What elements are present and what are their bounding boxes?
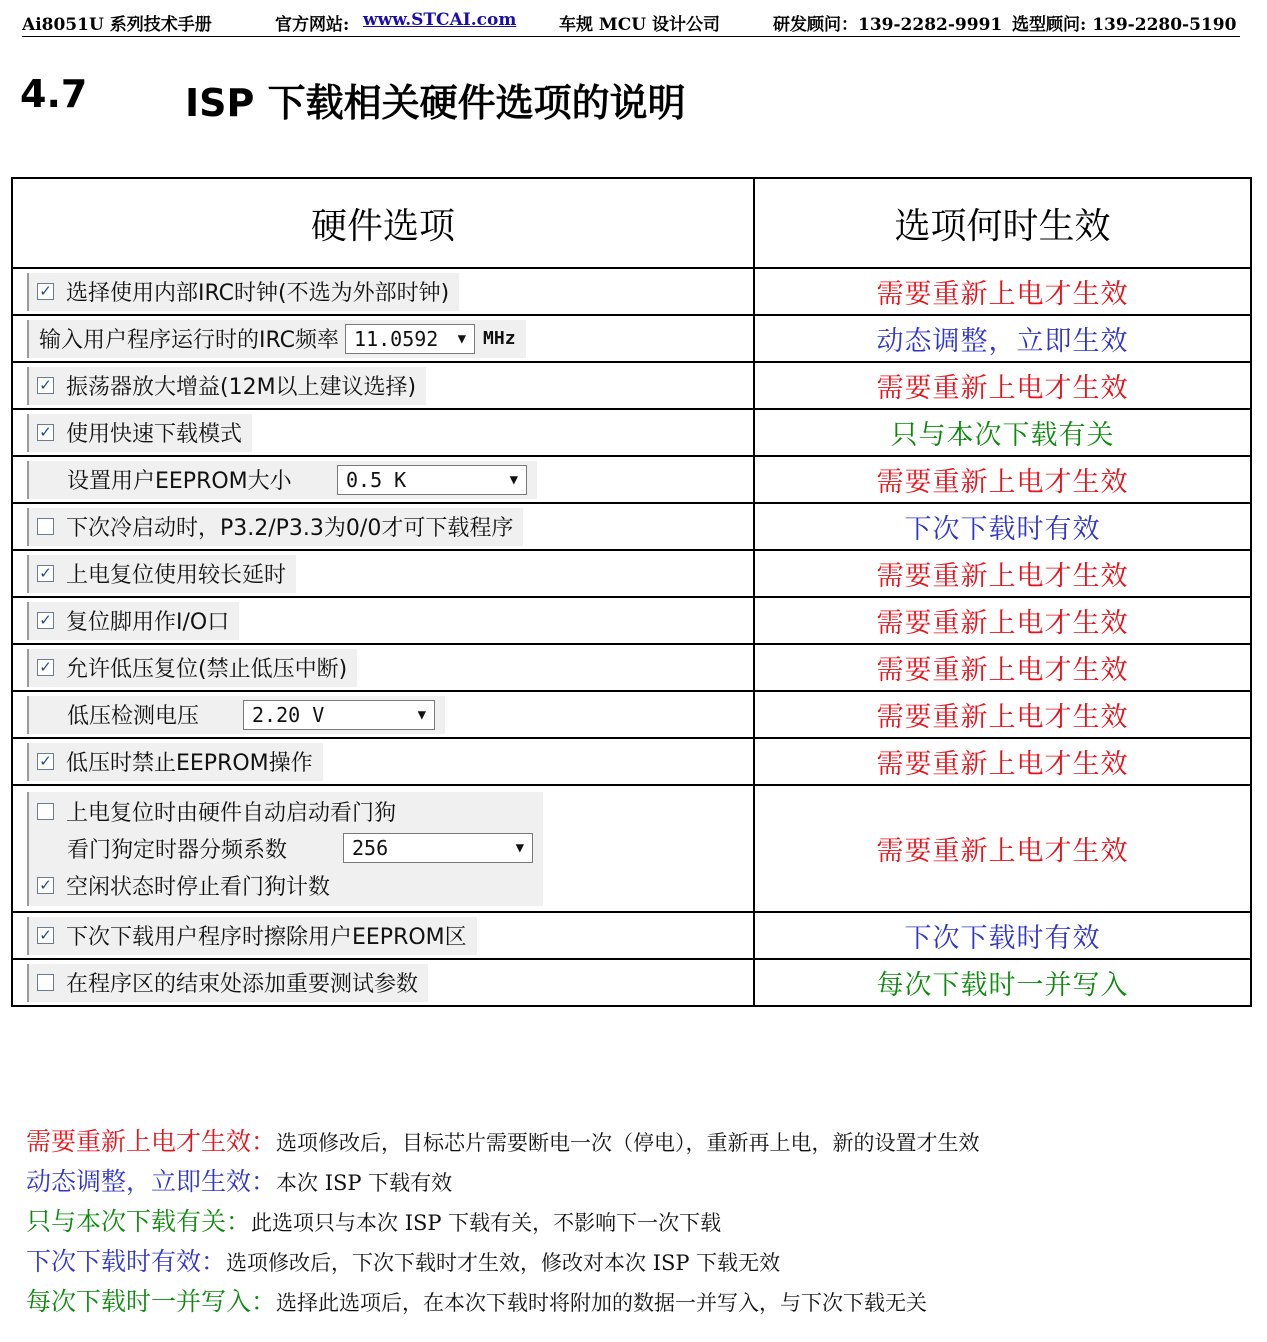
option-label: 设置用户EEPROM大小 xyxy=(67,469,292,494)
selection-consultant: 选型顾问: 139-2280-5190 xyxy=(1012,15,1237,35)
table-row xyxy=(12,550,1251,597)
checkbox[interactable] xyxy=(37,803,54,820)
table-row xyxy=(12,503,1251,550)
checkbox[interactable]: ✓ xyxy=(37,424,54,441)
table-row xyxy=(12,959,1251,1006)
option-label: 上电复位时由硬件自动启动看门狗 xyxy=(66,801,397,827)
legend-key: 下次下载时有效： xyxy=(26,1247,227,1276)
option-label: 输入用户程序运行时的IRC频率 xyxy=(39,328,340,353)
checkbox[interactable]: ✓ xyxy=(37,377,54,394)
section-title: ISP 下载相关硬件选项的说明 xyxy=(185,81,686,125)
checkbox[interactable] xyxy=(37,974,54,991)
chevron-down-icon: ▼ xyxy=(515,840,524,857)
effect-text: 需要重新上电才生效 xyxy=(754,691,1251,738)
legend-item xyxy=(26,1162,452,1198)
legend-desc: 本次 ISP 下载有效 xyxy=(276,1171,453,1195)
checkbox[interactable]: ✓ xyxy=(37,877,54,894)
checkbox[interactable] xyxy=(37,518,54,535)
legend-item xyxy=(26,1122,980,1158)
website-link[interactable]: www.STCAI.com xyxy=(363,10,517,30)
checkbox[interactable]: ✓ xyxy=(37,283,54,300)
option-label: 在程序区的结束处添加重要测试参数 xyxy=(66,972,419,997)
effect-text: 动态调整，立即生效 xyxy=(754,315,1251,362)
lvd-voltage-combo[interactable] xyxy=(243,700,435,730)
legend-item xyxy=(26,1242,780,1278)
checkbox[interactable]: ✓ xyxy=(37,753,54,770)
legend-desc: 选项修改后，下次下载时才生效，修改对本次 ISP 下载无效 xyxy=(226,1251,781,1275)
company-text: 车规 MCU 设计公司 xyxy=(559,15,721,35)
table-row xyxy=(12,597,1251,644)
hardware-options-table xyxy=(11,177,1252,1007)
table-row xyxy=(12,409,1251,456)
effect-text: 需要重新上电才生效 xyxy=(754,738,1251,785)
combo-value: 2.20 V xyxy=(252,702,325,727)
chevron-down-icon: ▼ xyxy=(417,706,426,723)
effect-text: 需要重新上电才生效 xyxy=(754,362,1251,409)
option-label: 振荡器放大增益(12M以上建议选择) xyxy=(66,375,417,400)
watchdog-prescaler-combo[interactable] xyxy=(343,833,533,863)
effect-text: 需要重新上电才生效 xyxy=(754,550,1251,597)
table-row xyxy=(12,644,1251,691)
legend-desc: 选项修改后，目标芯片需要断电一次（停电），重新再上电，新的设置才生效 xyxy=(276,1131,980,1155)
effect-text: 需要重新上电才生效 xyxy=(754,268,1251,315)
checkbox[interactable]: ✓ xyxy=(37,612,54,629)
chevron-down-icon: ▼ xyxy=(509,471,518,488)
legend-item xyxy=(26,1282,927,1318)
chevron-down-icon: ▼ xyxy=(457,330,467,347)
eeprom-size-combo[interactable] xyxy=(337,465,527,495)
checkbox[interactable]: ✓ xyxy=(37,927,54,944)
irc-frequency-combo[interactable] xyxy=(345,324,475,354)
legend-desc: 此选项只与本次 ISP 下载有关，不影响下一次下载 xyxy=(251,1211,722,1235)
page-header xyxy=(22,8,1240,37)
legend-key: 动态调整，立即生效： xyxy=(26,1167,277,1196)
option-label: 下次下载用户程序时擦除用户EEPROM区 xyxy=(66,925,467,950)
table-row xyxy=(12,362,1251,409)
combo-value: 0.5 K xyxy=(346,467,407,492)
table-row xyxy=(12,738,1251,785)
table-row xyxy=(12,691,1251,738)
legend-key: 每次下载时一并写入： xyxy=(26,1287,277,1316)
table-row xyxy=(12,268,1251,315)
effect-text: 需要重新上电才生效 xyxy=(754,597,1251,644)
option-label: 选择使用内部IRC时钟(不选为外部时钟) xyxy=(66,281,450,306)
table-row xyxy=(12,456,1251,503)
effect-text: 需要重新上电才生效 xyxy=(754,644,1251,691)
checkbox[interactable]: ✓ xyxy=(37,565,54,582)
watchdog-prescaler-label: 看门狗定时器分频系数 xyxy=(67,837,288,863)
effect-text: 下次下载时有效 xyxy=(754,912,1251,959)
legend-key: 只与本次下载有关： xyxy=(26,1207,252,1236)
option-label: 低压检测电压 xyxy=(67,704,200,729)
option-label: 复位脚用作I/O口 xyxy=(66,610,230,635)
legend-item xyxy=(26,1202,721,1238)
table-row xyxy=(12,912,1251,959)
effect-text: 需要重新上电才生效 xyxy=(754,456,1251,503)
legend-desc: 选择此选项后，在本次下载时将附加的数据一并写入，与下次下载无关 xyxy=(276,1291,928,1315)
table-row xyxy=(12,315,1251,362)
option-label: 下次冷启动时，P3.2/P3.3为0/0才可下载程序 xyxy=(66,516,514,541)
table-row xyxy=(12,785,1251,912)
combo-value: 11.0592 xyxy=(354,326,439,351)
effect-text: 需要重新上电才生效 xyxy=(754,785,1251,912)
website-label: 官方网站: xyxy=(275,15,350,35)
option-label: 允许低压复位(禁止低压中断) xyxy=(66,657,348,682)
effect-text: 只与本次下载有关 xyxy=(754,409,1251,456)
checkbox[interactable]: ✓ xyxy=(37,659,54,676)
legend-key: 需要重新上电才生效： xyxy=(26,1127,277,1156)
option-label: 使用快速下载模式 xyxy=(66,422,243,447)
combo-value: 256 xyxy=(352,836,389,861)
option-label: 低压时禁止EEPROM操作 xyxy=(66,751,313,776)
header-option: 硬件选项 xyxy=(12,178,754,268)
section-number: 4.7 xyxy=(20,72,88,116)
effect-text: 每次下载时一并写入 xyxy=(754,959,1251,1006)
manual-title: Ai8051U 系列技术手册 xyxy=(22,15,212,35)
option-label: 空闲状态时停止看门狗计数 xyxy=(66,874,331,900)
rd-consultant: 研发顾问：139-2282-9991 xyxy=(773,15,1003,35)
header-effect: 选项何时生效 xyxy=(754,178,1251,268)
option-label: 上电复位使用较长延时 xyxy=(66,563,287,588)
effect-text: 下次下载时有效 xyxy=(754,503,1251,550)
unit-label: MHz xyxy=(483,328,516,349)
